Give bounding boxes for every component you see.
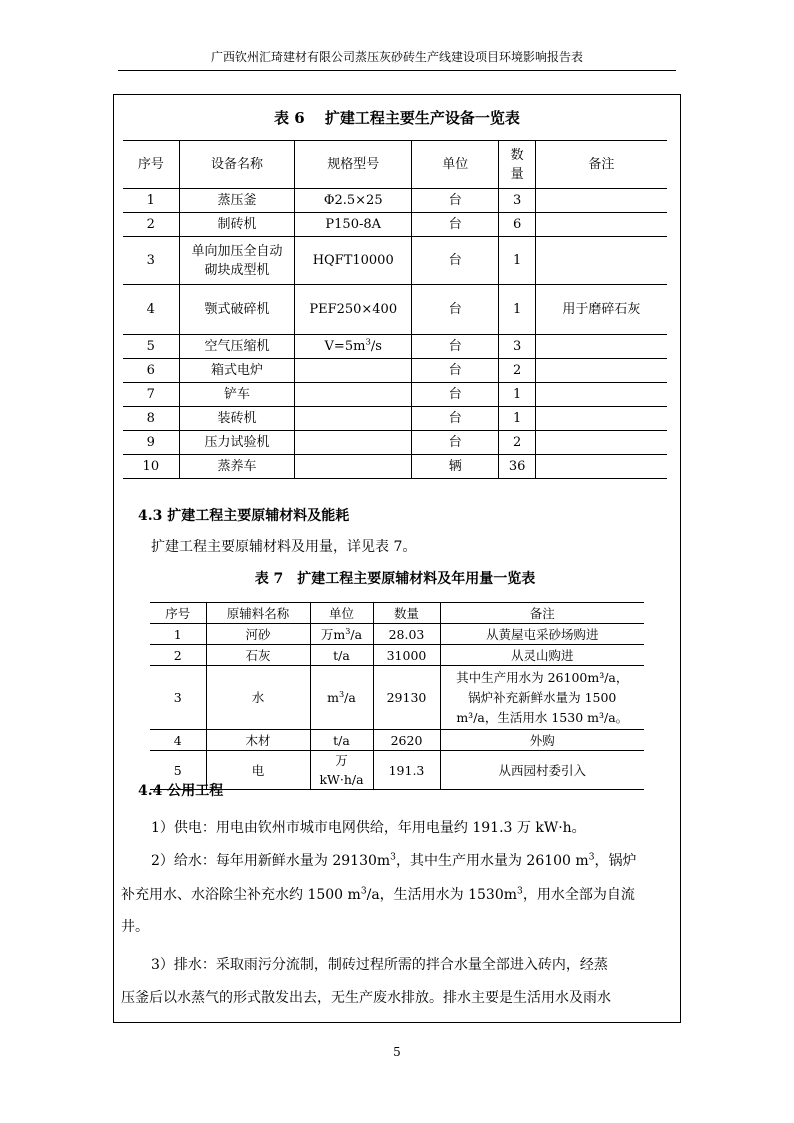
table-row — [123, 359, 667, 383]
cell-spec — [295, 407, 412, 431]
cell-unit: 台 — [412, 237, 499, 285]
cell-note — [535, 455, 667, 479]
superscript: 3 — [345, 625, 351, 636]
cell-name: 装砖机 — [179, 407, 295, 431]
cell-no: 6 — [123, 359, 179, 383]
cell-no: 3 — [150, 666, 206, 730]
header-rule — [118, 70, 676, 71]
cell-note: 从灵山购进 — [440, 645, 644, 666]
cell-qty: 3 — [499, 189, 535, 213]
table-row — [150, 624, 644, 645]
text-run: /a，生活用水为 1530m — [366, 887, 518, 903]
col-header-name: 设备名称 — [179, 141, 295, 189]
table-row — [123, 237, 667, 285]
superscript: 3 — [360, 886, 367, 897]
cell-note: 从西园村委引入 — [440, 751, 644, 790]
section-heading-4-3: 4.3 扩建工程主要原辅材料及能耗 — [138, 508, 350, 524]
cell-note — [535, 213, 667, 237]
text-run: 2）给水：每年用新鲜水量为 29130m — [151, 853, 391, 869]
superscript: 3 — [365, 336, 371, 347]
col-header-no: 序号 — [123, 141, 179, 189]
cell-unit: t/a — [310, 645, 373, 666]
cell-qty: 1 — [499, 383, 535, 407]
table-row — [123, 455, 667, 479]
col-header-note: 备注 — [440, 603, 644, 624]
cell-note — [440, 666, 644, 730]
spec-text: /s — [370, 339, 382, 354]
table-row — [123, 285, 667, 335]
cell-note: 用于磨碎石灰 — [535, 285, 667, 335]
cell-name: 木材 — [206, 730, 310, 751]
table-row — [123, 431, 667, 455]
cell-name: 箱式电炉 — [179, 359, 295, 383]
section-heading-4-4: 4.4 公用工程 — [138, 783, 224, 799]
table-row — [150, 645, 644, 666]
table-row — [150, 751, 644, 790]
cell-note — [535, 359, 667, 383]
cell-name: 颚式破碎机 — [179, 285, 295, 335]
cell-name: 河砂 — [206, 624, 310, 645]
cell-spec — [295, 359, 412, 383]
cell-name: 压力试验机 — [179, 431, 295, 455]
cell-qty: 191.3 — [373, 751, 440, 790]
paragraph-drainage-line1: 3）排水：采取雨污分流制，制砖过程所需的拌合水量全部进入砖内，经蒸 — [151, 957, 608, 973]
cell-qty: 6 — [499, 213, 535, 237]
cell-no: 4 — [150, 730, 206, 751]
note-line: 锅炉补充新鲜水量为 1500 — [468, 689, 617, 705]
superscript: 3 — [588, 852, 595, 863]
cell-unit — [310, 666, 373, 730]
cell-qty: 1 — [499, 407, 535, 431]
superscript: 3 — [517, 886, 523, 897]
cell-no: 7 — [123, 383, 179, 407]
text-run: ，其中生产用水量为 26100 m — [395, 853, 589, 869]
cell-no: 5 — [150, 751, 206, 790]
paragraph-water-line2 — [121, 879, 673, 911]
cell-note: 从黄屋屯采砂场购进 — [440, 624, 644, 645]
cell-note — [535, 237, 667, 285]
cell-spec — [295, 455, 412, 479]
note-line: 其中生产用水为 26100m³/a， — [456, 669, 629, 685]
text-run: 补充用水、水浴除尘补充水约 1500 m — [121, 887, 361, 903]
cell-name: 铲车 — [179, 383, 295, 407]
paragraph-power: 1）供电：用电由钦州市城市电网供给，年用电量约 191.3 万 kW·h。 — [151, 820, 586, 836]
cell-no: 9 — [123, 431, 179, 455]
cell-name: 蒸养车 — [179, 455, 295, 479]
cell-qty: 2 — [499, 431, 535, 455]
cell-no: 4 — [123, 285, 179, 335]
section-4-3-text: 扩建工程主要原辅材料及用量，详见表 7。 — [151, 539, 417, 555]
cell-name: 石灰 — [206, 645, 310, 666]
cell-name: 水 — [206, 666, 310, 730]
cell-note — [535, 383, 667, 407]
cell-note: 外购 — [440, 730, 644, 751]
cell-no: 10 — [123, 455, 179, 479]
cell-no: 8 — [123, 407, 179, 431]
text-run: ，锅炉 — [594, 853, 637, 869]
cell-name: 单向加压全自动砌块成型机 — [179, 237, 295, 285]
cell-unit — [310, 624, 373, 645]
cell-unit: 台 — [412, 189, 499, 213]
col-header-qty: 数量 — [499, 141, 535, 189]
cell-note — [535, 431, 667, 455]
cell-spec: HQFT10000 — [295, 237, 412, 285]
cell-unit: 台 — [412, 431, 499, 455]
cell-unit: 台 — [412, 407, 499, 431]
cell-unit: 台 — [412, 285, 499, 335]
table6-title: 表 6 扩建工程主要生产设备一览表 — [274, 109, 520, 127]
page-number: 5 — [393, 1045, 401, 1059]
unit-text: m — [327, 690, 339, 705]
table-row — [123, 383, 667, 407]
cell-no: 1 — [150, 624, 206, 645]
cell-qty: 2620 — [373, 730, 440, 751]
unit-text: 万m — [320, 626, 346, 642]
table-row — [123, 335, 667, 359]
cell-qty: 28.03 — [373, 624, 440, 645]
table-row — [150, 666, 644, 730]
unit-text: /a — [344, 690, 356, 705]
text-run: ，用水全部为自流 — [522, 887, 635, 903]
cell-no: 5 — [123, 335, 179, 359]
col-header-qty: 数量 — [373, 603, 440, 624]
spec-text: V=5m — [324, 339, 366, 354]
table-row — [123, 213, 667, 237]
cell-no: 1 — [123, 189, 179, 213]
col-header-name: 原辅料名称 — [206, 603, 310, 624]
cell-unit: 台 — [412, 335, 499, 359]
cell-unit: 台 — [412, 359, 499, 383]
table-row — [150, 730, 644, 751]
cell-note — [535, 189, 667, 213]
page-header: 广西钦州汇琦建材有限公司蒸压灰砂砖生产线建设项目环境影响报告表 — [210, 50, 583, 64]
cell-name: 蒸压釜 — [179, 189, 295, 213]
cell-name: 制砖机 — [179, 213, 295, 237]
col-header-unit: 单位 — [412, 141, 499, 189]
cell-spec — [295, 383, 412, 407]
note-line: m³/a，生活用水 1530 m³/a。 — [456, 709, 629, 725]
table-row — [123, 189, 667, 213]
cell-note — [535, 407, 667, 431]
cell-note — [535, 335, 667, 359]
superscript: 3 — [339, 688, 345, 699]
equipment-table — [123, 140, 667, 479]
cell-no: 2 — [123, 213, 179, 237]
table-row — [123, 407, 667, 431]
table-header-row — [150, 603, 644, 624]
col-header-note: 备注 — [535, 141, 667, 189]
cell-qty: 1 — [499, 237, 535, 285]
cell-qty: 29130 — [373, 666, 440, 730]
cell-qty: 3 — [499, 335, 535, 359]
cell-spec — [295, 431, 412, 455]
cell-spec: PEF250×400 — [295, 285, 412, 335]
paragraph-water-line3: 井。 — [121, 919, 149, 935]
superscript: 3 — [390, 852, 396, 863]
unit-text: /a — [350, 626, 363, 642]
cell-unit: t/a — [310, 730, 373, 751]
cell-spec: P150-8A — [295, 213, 412, 237]
cell-name: 空气压缩机 — [179, 335, 295, 359]
materials-table — [150, 602, 644, 790]
cell-spec — [295, 335, 412, 359]
cell-unit: 台 — [412, 383, 499, 407]
cell-qty: 1 — [499, 285, 535, 335]
col-header-unit: 单位 — [310, 603, 373, 624]
cell-no: 3 — [123, 237, 179, 285]
paragraph-drainage-line2: 压釜后以水蒸气的形式散发出去，无生产废水排放。排水主要是生活用水及雨水 — [121, 990, 611, 1006]
cell-spec: Φ2.5×25 — [295, 189, 412, 213]
col-header-no: 序号 — [150, 603, 206, 624]
table-header-row — [123, 141, 667, 189]
cell-qty: 31000 — [373, 645, 440, 666]
col-header-spec: 规格型号 — [295, 141, 412, 189]
cell-no: 2 — [150, 645, 206, 666]
cell-unit: 辆 — [412, 455, 499, 479]
table7-title: 表 7 扩建工程主要原辅材料及年用量一览表 — [254, 571, 536, 587]
cell-unit: 台 — [412, 213, 499, 237]
cell-qty: 36 — [499, 455, 535, 479]
cell-name: 电 — [206, 751, 310, 790]
paragraph-water-line1 — [151, 845, 673, 877]
cell-unit: 万 kW·h/a — [310, 751, 373, 790]
cell-qty: 2 — [499, 359, 535, 383]
